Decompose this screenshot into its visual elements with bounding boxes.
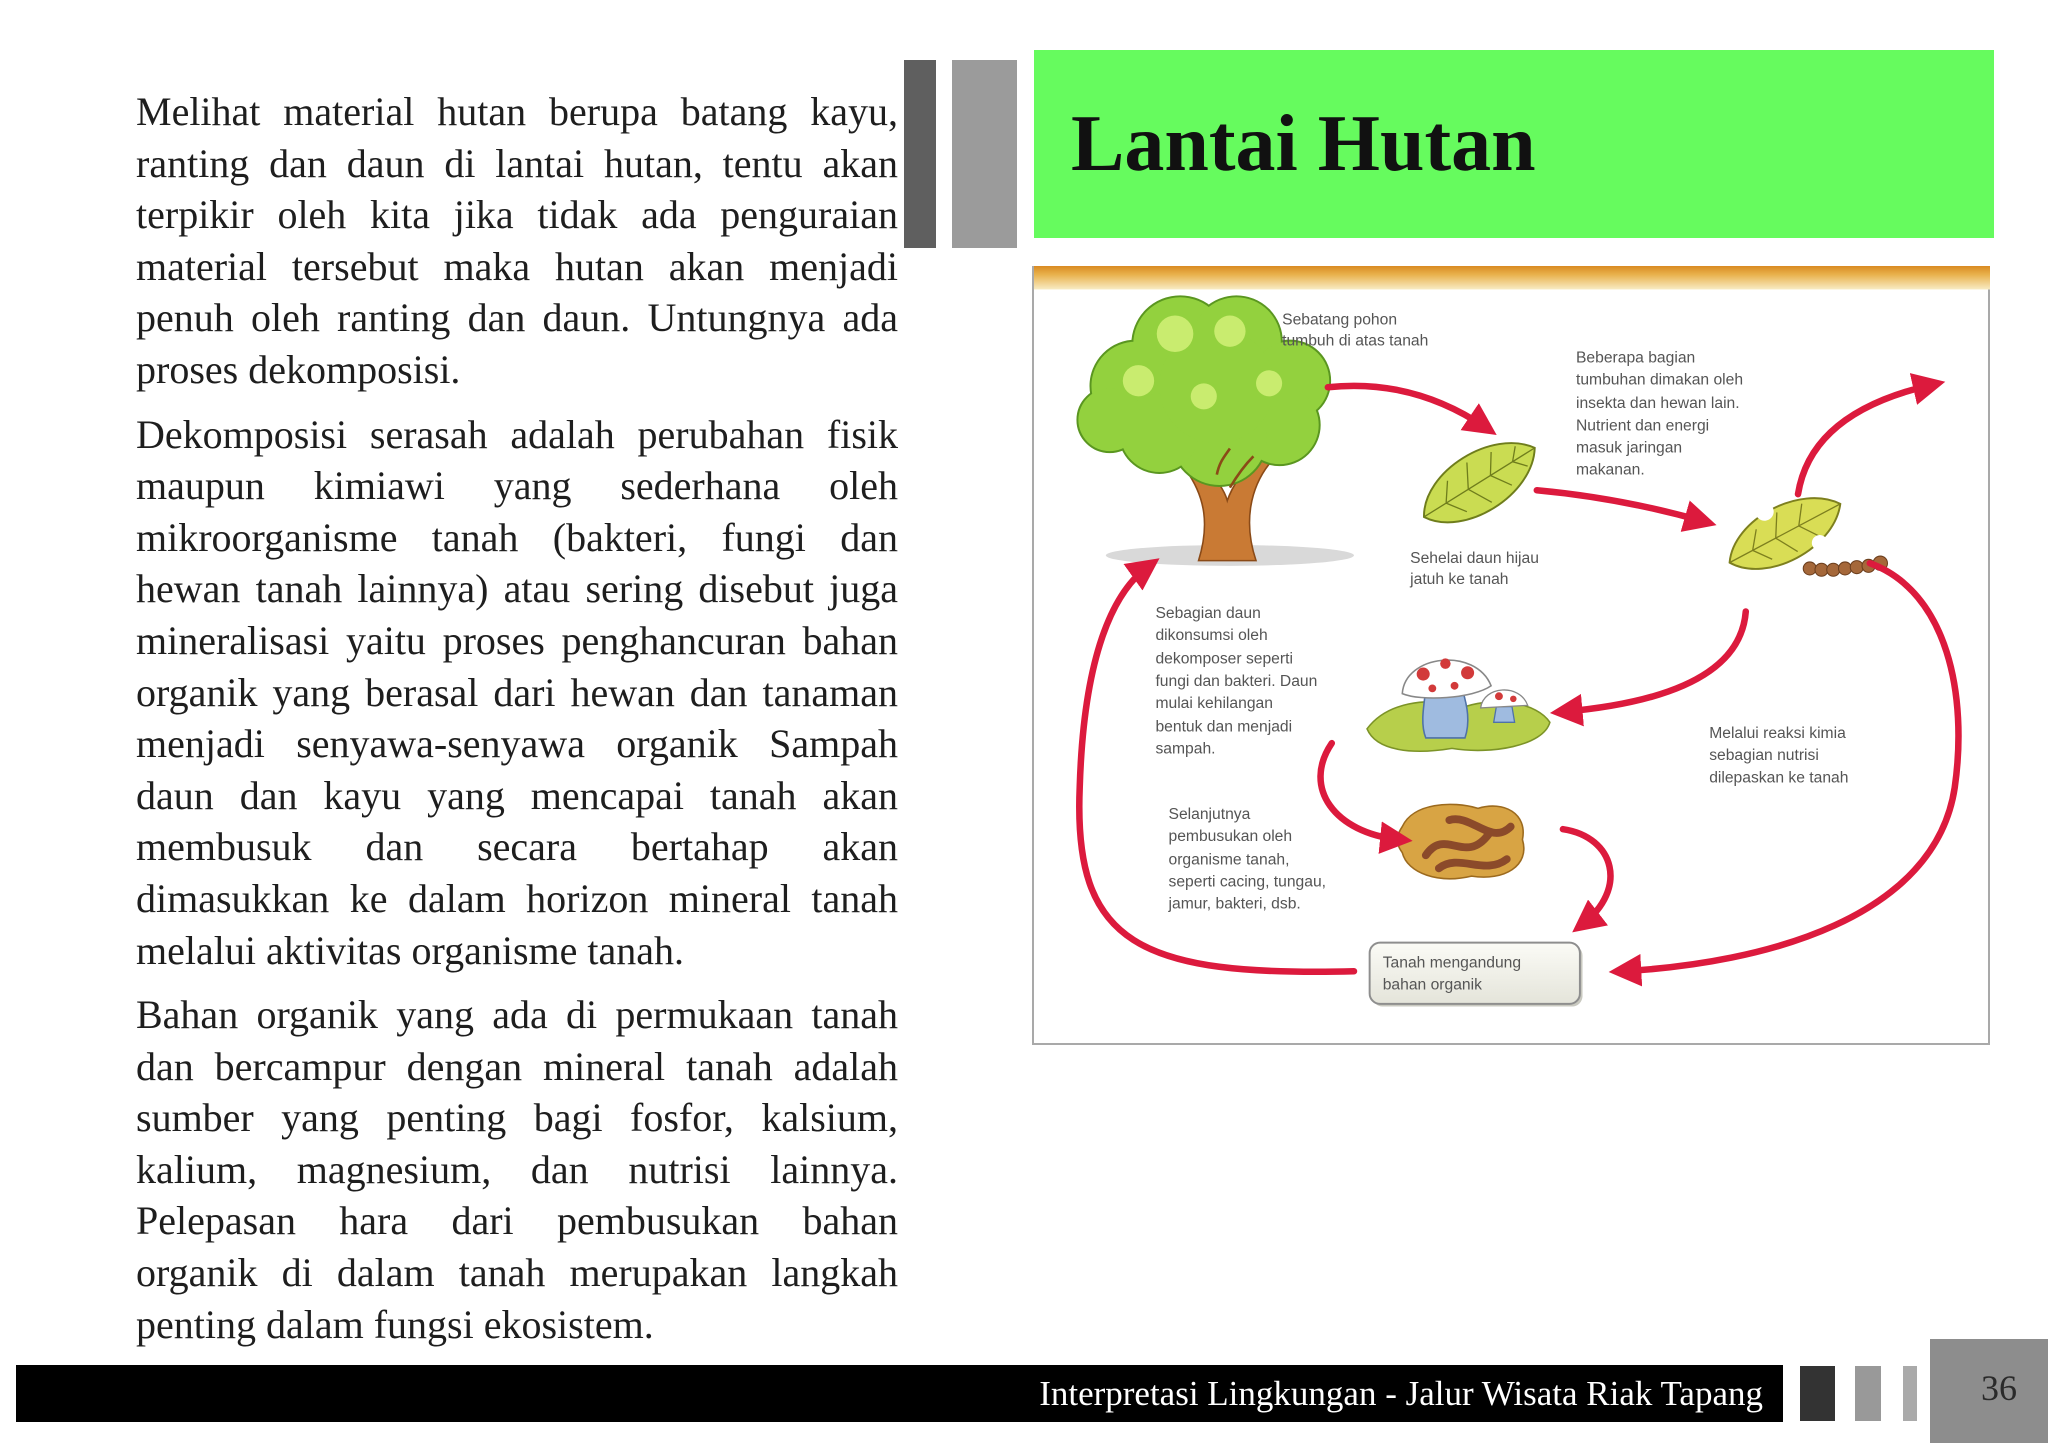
paragraph-1-line: ranting dan daun di lantai hutan, tentu akan xyxy=(136,140,898,186)
diagram-label-line: jamur, bakteri, dsb. xyxy=(1168,895,1301,913)
diagram-label-line: Selanjutnya xyxy=(1168,805,1251,823)
diagram-label-line: mulai kehilangan xyxy=(1155,694,1273,712)
diagram-label-line: dilepaskan ke tanah xyxy=(1709,769,1849,787)
paragraph-3-line: penting dalam fungsi ekosistem. xyxy=(136,1301,654,1347)
paragraph-1-line: terpikir oleh kita jika tidak ada penguraian xyxy=(136,192,898,238)
paragraph-1 xyxy=(136,86,898,396)
label-green-leaf xyxy=(1409,550,1539,588)
label-soil-organisms xyxy=(1168,806,1327,913)
diagram-label-line: bentuk dan menjadi xyxy=(1155,718,1293,736)
diagram-label-line: bahan organik xyxy=(1382,976,1482,994)
paragraph-2 xyxy=(136,409,898,977)
title-banner xyxy=(1034,50,1994,238)
diagram-label-line: masuk jaringan xyxy=(1575,439,1683,457)
paragraph-3-line: Pelepasan hara dari pembusukan bahan xyxy=(136,1198,898,1244)
paragraph-3 xyxy=(136,989,898,1350)
arrow-icon xyxy=(1328,386,1486,428)
paragraph-3-line: dan bercampur dengan mineral tanah adalah xyxy=(136,1043,898,1089)
paragraph-2-line: organik yang berasal dari hewan dan tanaman xyxy=(136,669,898,715)
footer-title: Interpretasi Lingkungan - Jalur Wisata Riak Tapang xyxy=(1039,1373,1763,1413)
page-number: 36 xyxy=(1981,1368,2017,1408)
decomposition-cycle-diagram xyxy=(1034,266,1990,1043)
diagram-label-line: Sebatang pohon xyxy=(1282,311,1398,329)
diagram-top-band xyxy=(1034,266,1990,289)
paragraph-2-line: menjadi senyawa-senyawa organik Sampah xyxy=(136,721,898,767)
page-title: Lantai Hutan xyxy=(1071,100,1536,188)
paragraph-1-line: proses dekomposisi. xyxy=(136,346,461,392)
worm-soil-icon xyxy=(1397,804,1524,878)
paragraph-2-line: maupun kimiawi yang sederhana oleh xyxy=(136,463,898,509)
paragraph-3-line: organik di dalam tanah merupakan langkah xyxy=(136,1250,898,1296)
paragraph-2-line: melalui aktivitas organisme tanah. xyxy=(136,927,685,973)
green-leaf-icon xyxy=(1408,423,1550,542)
label-tree xyxy=(1282,312,1428,350)
footer-square-dark xyxy=(1800,1366,1835,1421)
diagram-label-line: insekta dan hewan lain. xyxy=(1575,395,1740,413)
diagram-label-line: Melalui reaksi kimia xyxy=(1709,724,1846,742)
footer-bar xyxy=(16,1365,1783,1422)
diagram-label-line: Nutrient dan energi xyxy=(1575,417,1710,435)
diagram-label-line: tumbuhan dimakan oleh xyxy=(1575,371,1744,389)
mushroom-icon xyxy=(1367,658,1550,751)
decomposition-diagram-frame xyxy=(1032,266,1990,1045)
diagram-label-line: seperti cacing, tungau, xyxy=(1168,873,1327,891)
label-eaten-parts xyxy=(1576,349,1743,478)
decorative-bar-dark xyxy=(904,60,936,248)
label-chemical-reaction xyxy=(1709,725,1848,786)
paragraph-2-line: hewan tanah lainnya) atau sering disebut juga xyxy=(136,566,898,612)
arrow-icon xyxy=(1563,829,1611,924)
paragraph-2-line: mineralisasi yaitu proses penghancuran bahan xyxy=(136,617,898,663)
paragraph-2-line: mikroorganisme tanah (bakteri, fungi dan xyxy=(136,514,898,560)
arrow-icon xyxy=(1798,385,1933,495)
diagram-label-line: organisme tanah, xyxy=(1168,851,1290,869)
footer-square-light xyxy=(1855,1366,1881,1421)
diagram-label-line: Sebagian daun xyxy=(1155,605,1261,622)
diagram-label-line: dikonsumsi oleh xyxy=(1155,627,1268,645)
paragraph-1-line: material tersebut maka hutan akan menjadi xyxy=(136,243,898,289)
paragraph-2-line: membusuk dan secara bertahap akan xyxy=(136,824,898,870)
diagram-label-line: pembusukan oleh xyxy=(1168,827,1293,845)
diagram-label-line: sampah. xyxy=(1155,740,1216,758)
paragraph-2-line: Dekomposisi serasah adalah perubahan fisik xyxy=(136,411,898,457)
paragraph-1-line: penuh oleh ranting dan daun. Untungnya ada xyxy=(136,295,898,341)
arrow-icon xyxy=(1537,490,1704,521)
diagram-label-line: Sehelai daun hijau xyxy=(1410,550,1539,568)
diagram-label-line: Tanah mengandung xyxy=(1382,954,1522,972)
decorative-bar-light xyxy=(952,60,1017,248)
diagram-label-line: fungi dan bakteri. Daun xyxy=(1155,672,1318,690)
diagram-label-line: dekomposer seperti xyxy=(1155,650,1293,668)
arrow-icon xyxy=(1321,743,1400,839)
page-number-box xyxy=(1930,1339,2048,1443)
body-text-column xyxy=(136,86,898,1363)
footer-square-thin xyxy=(1903,1366,1917,1421)
diagram-label-line: sebagian nutrisi xyxy=(1709,747,1819,765)
arrow-icon xyxy=(1622,563,1959,971)
diagram-label-line: jatuh ke tanah xyxy=(1410,571,1509,589)
paragraph-3-line: kalium, magnesium, dan nutrisi lainnya. xyxy=(136,1146,898,1192)
arrow-icon xyxy=(1563,611,1746,711)
paragraph-3-line: Bahan organik yang ada di permukaan tanah xyxy=(136,992,898,1038)
label-decomposer xyxy=(1155,605,1317,758)
diagram-label-line: tumbuh di atas tanah xyxy=(1282,332,1429,350)
paragraph-2-line: daun dan kayu yang mencapai tanah akan xyxy=(136,772,898,818)
organic-soil-box xyxy=(1370,943,1583,1007)
diagram-label-line: makanan. xyxy=(1575,461,1645,479)
paragraph-3-line: sumber yang penting bagi fosfor, kalsium, xyxy=(136,1095,898,1141)
paragraph-2-line: dimasukkan ke dalam horizon mineral tanah xyxy=(136,875,898,921)
paragraph-1-line: Melihat material hutan berupa batang kayu, xyxy=(136,89,898,134)
diagram-label-line: Beberapa bagian xyxy=(1575,349,1696,367)
